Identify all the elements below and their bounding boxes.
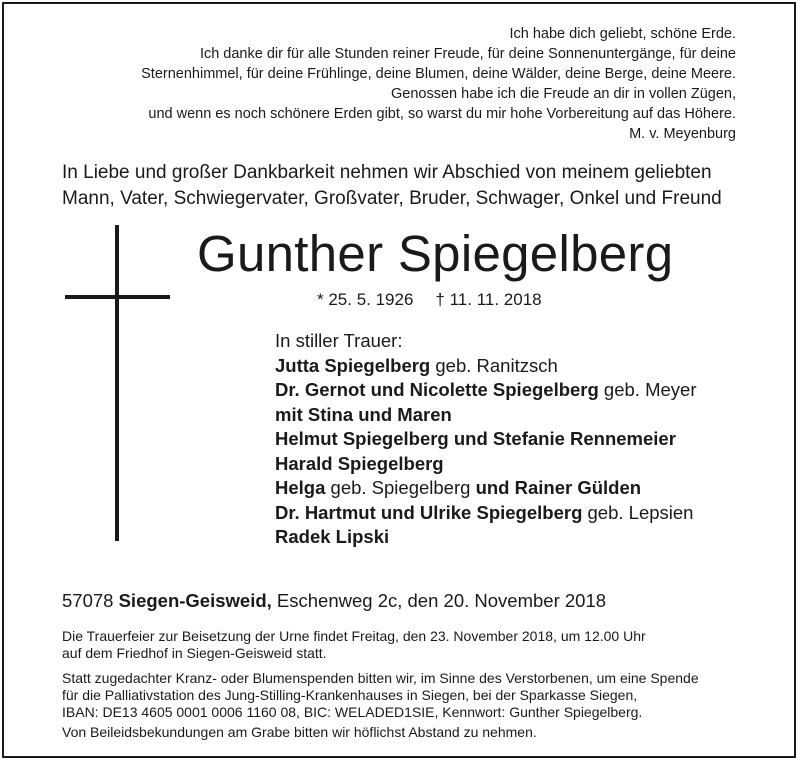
cross-icon [115, 225, 119, 541]
life-dates [317, 289, 542, 311]
birth-date: * 25. 5. 1926 [317, 290, 414, 309]
address-date: Eschenweg 2c, den 20. November 2018 [271, 590, 607, 611]
donation-line: für die Palliativstation des Jung-Stilling-Krankenhauses in Siegen, bei der Sparkasse Siegen, [62, 687, 638, 703]
mourner-name: Helmut Spiegelberg und Stefanie Rennemeier [275, 428, 676, 449]
city: Siegen-Geisweid, [118, 590, 272, 611]
mourner-note: geb. Lepsien [582, 501, 694, 523]
mourner-name: Dr. Gernot und Nicolette Spiegelberg [275, 379, 599, 400]
postcode: 57078 [62, 590, 119, 611]
mourner-note: geb. Spiegelberg [325, 477, 476, 498]
donation-line: Statt zugedachter Kranz- oder Blumenspenden bitten wir, im Sinne des Verstorbenen, um eine Spende [62, 670, 699, 686]
condolence-line: Von Beileidsbekundungen am Grabe bitten wir höflichst Abstand zu nehmen. [62, 724, 537, 740]
poem-line: und wenn es noch schönere Erden gibt, so warst du mir hohe Vorbereitung auf das Höhere. [148, 106, 736, 122]
mourner-entry [275, 452, 696, 477]
donation-line: IBAN: DE13 4605 0001 0006 1160 08, BIC: WELADED1SIE, Kennwort: Gunther Spiegelberg. [62, 704, 643, 720]
funeral-line: Die Trauerfeier zur Beisetzung der Urne findet Freitag, den 23. November 2018, um 12.00 Uhr [62, 628, 646, 644]
funeral-info [62, 628, 745, 662]
poem-line: Ich habe dich geliebt, schöne Erde. [509, 26, 736, 42]
mourners-heading: In stiller Trauer: [275, 330, 403, 351]
condolence-note [62, 724, 745, 741]
mourner-name: Jutta Spiegelberg [275, 354, 431, 376]
mourner-entry [275, 403, 696, 428]
mourner-entry [275, 525, 696, 550]
intro-text [62, 160, 722, 212]
place-date-line [62, 589, 606, 613]
poem-line: Sternenhimmel, für deine Frühlinge, deine Blumen, deine Wälder, deine Berge, deine Meere. [141, 66, 736, 82]
intro-line: Mann, Vater, Schwiegervater, Großvater, Bruder, Schwager, Onkel und Freund [62, 188, 722, 209]
mourner-note: geb. Ranitzsch [430, 354, 558, 376]
death-date: † 11. 11. 2018 [435, 290, 542, 309]
intro-line: In Liebe und großer Dankbarkeit nehmen wir Abschied von meinem geliebten [62, 162, 712, 183]
funeral-line: auf dem Friedhof in Siegen-Geisweid statt. [62, 645, 327, 661]
cross-icon-bar [65, 295, 170, 299]
mourner-name: mit Stina und Maren [275, 403, 452, 425]
deceased-name: Gunther Spiegelberg [197, 225, 674, 282]
mourner-entry [275, 501, 696, 526]
poem [141, 24, 736, 144]
mourner-entry [275, 476, 696, 501]
mourner-name: Helga [275, 477, 326, 498]
mourners-list [275, 329, 696, 550]
mourner-entry [275, 378, 696, 403]
mourner-entry [275, 354, 696, 379]
donation-info [62, 670, 745, 721]
mourner-name: Dr. Hartmut und Ulrike Spiegelberg [275, 501, 583, 523]
mourner-name: Harald Spiegelberg [275, 452, 444, 474]
mourner-name: Radek Lipski [275, 526, 390, 547]
obituary-notice [2, 2, 796, 758]
mourner-name: und Rainer Gülden [475, 477, 642, 498]
poem-line: Genossen habe ich die Freude an dir in vollen Zügen, [391, 86, 736, 102]
poem-author: M. v. Meyenburg [629, 126, 736, 142]
mourner-note: geb. Meyer [598, 379, 697, 400]
poem-line: Ich danke dir für alle Stunden reiner Freude, für deine Sonnenuntergänge, für deine [199, 46, 736, 62]
mourner-entry [275, 427, 696, 452]
